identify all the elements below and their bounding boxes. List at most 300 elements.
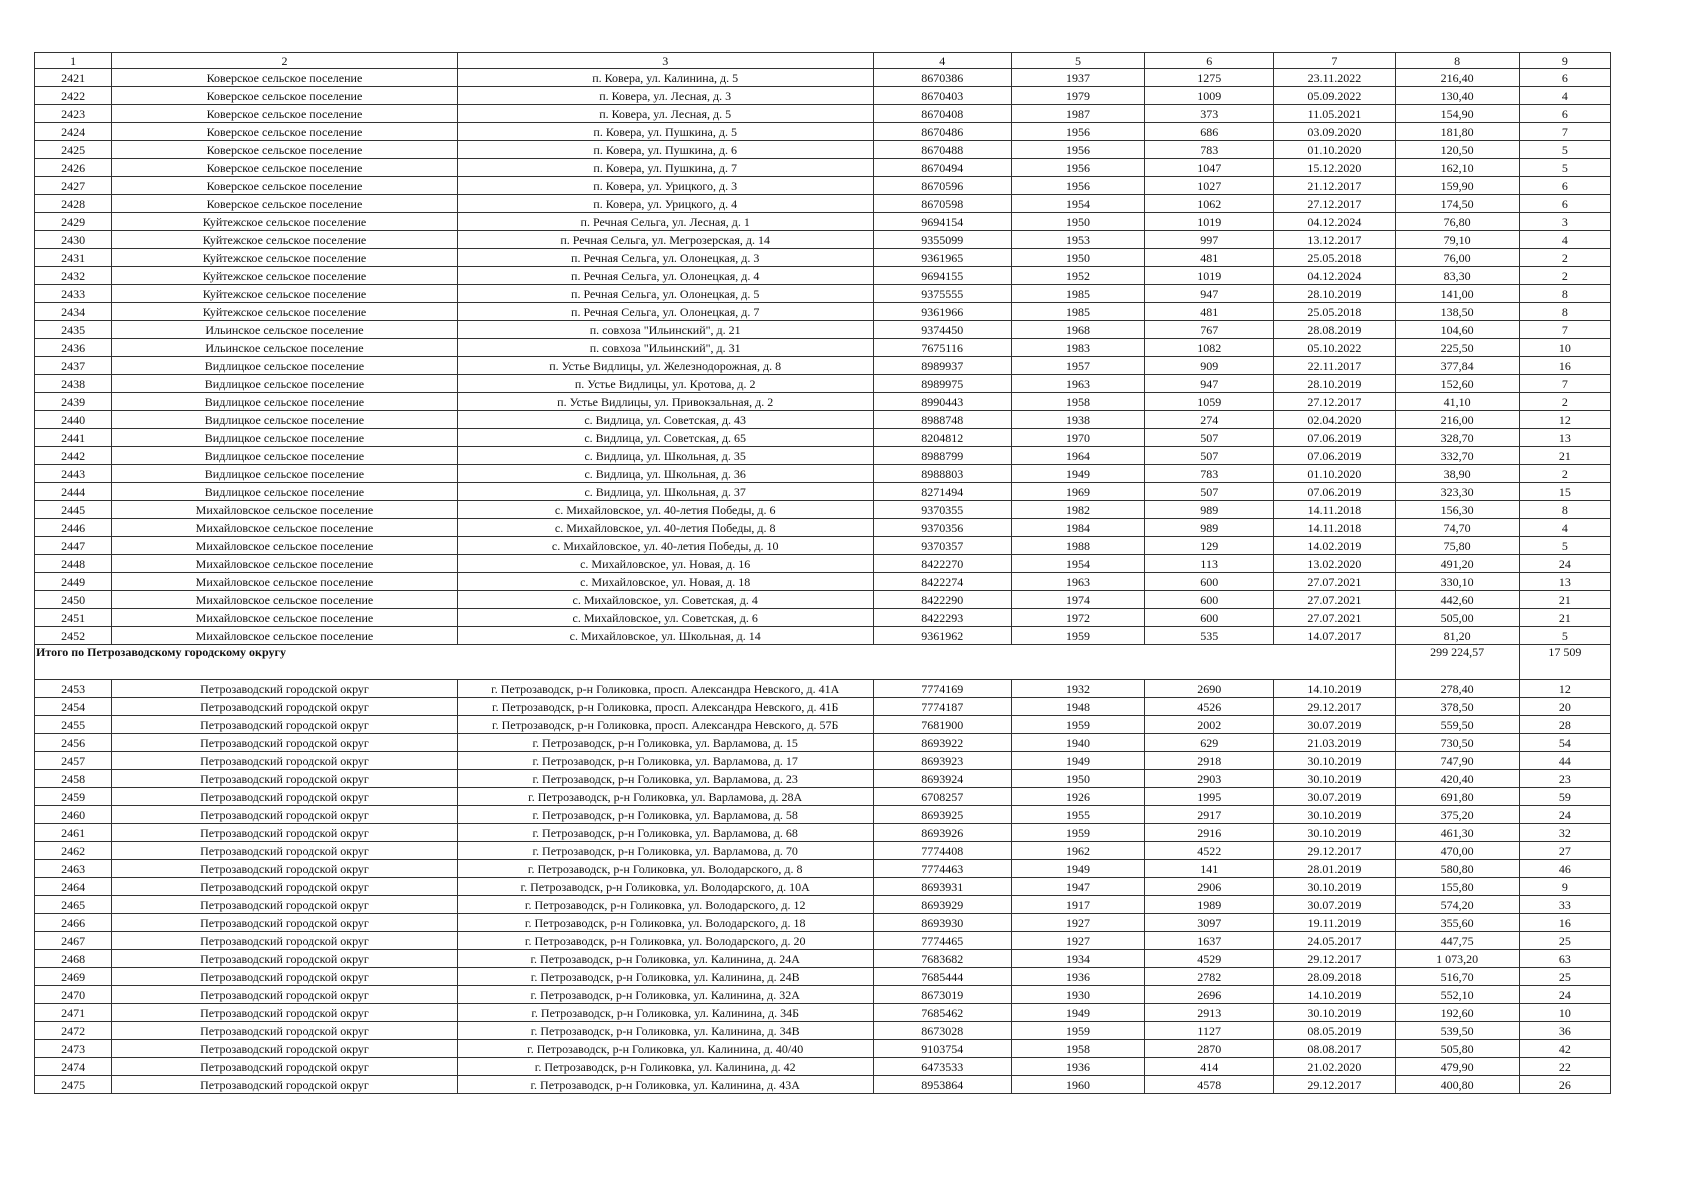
- table-cell: 8670386: [873, 69, 1011, 87]
- table-cell: 2471: [35, 1004, 112, 1022]
- table-row: [35, 573, 1611, 591]
- table-cell: 1955: [1011, 806, 1144, 824]
- table-row: [35, 950, 1611, 968]
- table-cell: 1959: [1011, 716, 1144, 734]
- table-cell: Коверское сельское поселение: [112, 69, 458, 87]
- table-cell: 46: [1519, 860, 1610, 878]
- header-row: [35, 53, 1611, 69]
- table-cell: 16: [1519, 357, 1610, 375]
- table-row: [35, 1004, 1611, 1022]
- table-cell: 155,80: [1395, 878, 1519, 896]
- table-cell: Петрозаводский городской округ: [112, 1076, 458, 1094]
- table-cell: 7774169: [873, 680, 1011, 698]
- table-cell: 2427: [35, 177, 112, 195]
- table-cell: 21.02.2020: [1274, 1058, 1395, 1076]
- table-cell: 947: [1145, 285, 1274, 303]
- table-cell: 44: [1519, 752, 1610, 770]
- table-cell: 7774463: [873, 860, 1011, 878]
- table-cell: 14.10.2019: [1274, 680, 1395, 698]
- table-cell: 4: [1519, 519, 1610, 537]
- table-cell: 24.05.2017: [1274, 932, 1395, 950]
- table-cell: 3: [1519, 213, 1610, 231]
- table-cell: 2437: [35, 357, 112, 375]
- table-cell: 154,90: [1395, 105, 1519, 123]
- table-cell: 1127: [1145, 1022, 1274, 1040]
- table-cell: 1958: [1011, 1040, 1144, 1058]
- table-cell: 24: [1519, 986, 1610, 1004]
- table-cell: 1953: [1011, 231, 1144, 249]
- table-cell: п. Речная Сельга, ул. Олонецкая, д. 3: [457, 249, 873, 267]
- table-cell: 2870: [1145, 1040, 1274, 1058]
- table-cell: 9361965: [873, 249, 1011, 267]
- table-cell: 29.12.2017: [1274, 1076, 1395, 1094]
- table-cell: 129: [1145, 537, 1274, 555]
- table-cell: 25: [1519, 932, 1610, 950]
- table-cell: 5: [1519, 141, 1610, 159]
- table-cell: 04.12.2024: [1274, 213, 1395, 231]
- table-cell: 7685444: [873, 968, 1011, 986]
- table-cell: г. Петрозаводск, р-н Голиковка, ул. Калинина, д. 43А: [457, 1076, 873, 1094]
- table-cell: Петрозаводский городской округ: [112, 950, 458, 968]
- table-cell: Петрозаводский городской округ: [112, 788, 458, 806]
- table-cell: г. Петрозаводск, р-н Голиковка, ул. Калинина, д. 34В: [457, 1022, 873, 1040]
- table-cell: 2422: [35, 87, 112, 105]
- table-cell: 783: [1145, 141, 1274, 159]
- table-cell: 30.10.2019: [1274, 806, 1395, 824]
- table-cell: Петрозаводский городской округ: [112, 716, 458, 734]
- column-header: 6: [1145, 53, 1274, 69]
- table-row: [35, 824, 1611, 842]
- table-cell: 1926: [1011, 788, 1144, 806]
- table-cell: 216,40: [1395, 69, 1519, 87]
- table-cell: Михайловское сельское поселение: [112, 627, 458, 645]
- table-cell: с. Михайловское, ул. 40-летия Победы, д. 6: [457, 501, 873, 519]
- table-cell: 323,30: [1395, 483, 1519, 501]
- table-cell: Петрозаводский городской округ: [112, 860, 458, 878]
- table-cell: 1989: [1145, 896, 1274, 914]
- table-row: [35, 1058, 1611, 1076]
- table-row: [35, 537, 1611, 555]
- table-cell: 2460: [35, 806, 112, 824]
- table-cell: 9374450: [873, 321, 1011, 339]
- table-cell: 505,80: [1395, 1040, 1519, 1058]
- table-cell: 6: [1519, 177, 1610, 195]
- table-cell: 1952: [1011, 267, 1144, 285]
- table-cell: г. Петрозаводск, р-н Голиковка, ул. Калинина, д. 34Б: [457, 1004, 873, 1022]
- table-cell: 10: [1519, 339, 1610, 357]
- table-cell: 8670486: [873, 123, 1011, 141]
- table-cell: 30.10.2019: [1274, 770, 1395, 788]
- table-cell: 2459: [35, 788, 112, 806]
- table-cell: 2435: [35, 321, 112, 339]
- table-cell: 04.12.2024: [1274, 267, 1395, 285]
- table-cell: 21: [1519, 447, 1610, 465]
- table-cell: Михайловское сельское поселение: [112, 555, 458, 573]
- table-cell: 2436: [35, 339, 112, 357]
- table-cell: 1930: [1011, 986, 1144, 1004]
- table-cell: 192,60: [1395, 1004, 1519, 1022]
- table-cell: 1970: [1011, 429, 1144, 447]
- table-cell: 9375555: [873, 285, 1011, 303]
- table-cell: 23.11.2022: [1274, 69, 1395, 87]
- table-cell: 2451: [35, 609, 112, 627]
- table-cell: 552,10: [1395, 986, 1519, 1004]
- table-cell: 373: [1145, 105, 1274, 123]
- table-cell: 1959: [1011, 1022, 1144, 1040]
- table-cell: Коверское сельское поселение: [112, 159, 458, 177]
- table-cell: 355,60: [1395, 914, 1519, 932]
- table-cell: 1968: [1011, 321, 1144, 339]
- table-row: [35, 357, 1611, 375]
- table-cell: 32: [1519, 824, 1610, 842]
- table-cell: 27.07.2021: [1274, 573, 1395, 591]
- table-cell: 274: [1145, 411, 1274, 429]
- table-cell: 8989937: [873, 357, 1011, 375]
- table-cell: г. Петрозаводск, р-н Голиковка, ул. Варламова, д. 70: [457, 842, 873, 860]
- table-cell: 1062: [1145, 195, 1274, 213]
- table-cell: с. Видлица, ул. Школьная, д. 37: [457, 483, 873, 501]
- table-cell: 1988: [1011, 537, 1144, 555]
- table-cell: г. Петрозаводск, р-н Голиковка, ул. Калинина, д. 32А: [457, 986, 873, 1004]
- table-cell: 33: [1519, 896, 1610, 914]
- table-row: [35, 788, 1611, 806]
- table-cell: 13: [1519, 429, 1610, 447]
- table-cell: г. Петрозаводск, р-н Голиковка, ул. Варламова, д. 68: [457, 824, 873, 842]
- table-cell: 1950: [1011, 213, 1144, 231]
- table-row: [35, 968, 1611, 986]
- table-cell: 13.02.2020: [1274, 555, 1395, 573]
- column-header: 3: [457, 53, 873, 69]
- table-cell: 14.11.2018: [1274, 519, 1395, 537]
- table-cell: Петрозаводский городской округ: [112, 1022, 458, 1040]
- table-row: [35, 734, 1611, 752]
- table-cell: Петрозаводский городской округ: [112, 932, 458, 950]
- table-cell: 6: [1519, 105, 1610, 123]
- table-cell: Петрозаводский городской округ: [112, 734, 458, 752]
- table-cell: 4529: [1145, 950, 1274, 968]
- table-cell: 01.10.2020: [1274, 465, 1395, 483]
- table-cell: 21: [1519, 609, 1610, 627]
- table-cell: 1949: [1011, 860, 1144, 878]
- table-cell: 1937: [1011, 69, 1144, 87]
- table-cell: Петрозаводский городской округ: [112, 680, 458, 698]
- table-cell: с. Видлица, ул. Советская, д. 43: [457, 411, 873, 429]
- table-cell: 28.08.2019: [1274, 321, 1395, 339]
- table-cell: 8693925: [873, 806, 1011, 824]
- table-cell: п. Ковера, ул. Урицкого, д. 3: [457, 177, 873, 195]
- table-cell: 63: [1519, 950, 1610, 968]
- table-cell: 1974: [1011, 591, 1144, 609]
- table-cell: 1958: [1011, 393, 1144, 411]
- table-cell: 1019: [1145, 267, 1274, 285]
- table-cell: 600: [1145, 609, 1274, 627]
- table-cell: 2: [1519, 393, 1610, 411]
- table-cell: 8673028: [873, 1022, 1011, 1040]
- table-cell: 27.07.2021: [1274, 609, 1395, 627]
- table-cell: 11.05.2021: [1274, 105, 1395, 123]
- table-cell: 2: [1519, 249, 1610, 267]
- table-cell: 54: [1519, 734, 1610, 752]
- table-cell: 225,50: [1395, 339, 1519, 357]
- table-cell: 1009: [1145, 87, 1274, 105]
- table-cell: 6473533: [873, 1058, 1011, 1076]
- table-cell: 507: [1145, 429, 1274, 447]
- table-cell: 2: [1519, 267, 1610, 285]
- table-cell: Петрозаводский городской округ: [112, 1004, 458, 1022]
- table-cell: Петрозаводский городской округ: [112, 914, 458, 932]
- table-cell: 02.04.2020: [1274, 411, 1395, 429]
- table-row: [35, 842, 1611, 860]
- table-cell: 377,84: [1395, 357, 1519, 375]
- table-cell: 30.07.2019: [1274, 788, 1395, 806]
- table-cell: 8670596: [873, 177, 1011, 195]
- table-cell: 28: [1519, 716, 1610, 734]
- table-cell: 8670488: [873, 141, 1011, 159]
- table-cell: 2452: [35, 627, 112, 645]
- table-cell: Куйтежское сельское поселение: [112, 231, 458, 249]
- table-cell: с. Михайловское, ул. 40-летия Победы, д. 8: [457, 519, 873, 537]
- table-cell: Михайловское сельское поселение: [112, 519, 458, 537]
- table-cell: 8670408: [873, 105, 1011, 123]
- table-cell: Коверское сельское поселение: [112, 141, 458, 159]
- table-row: [35, 716, 1611, 734]
- table-cell: 1948: [1011, 698, 1144, 716]
- table-cell: 79,10: [1395, 231, 1519, 249]
- table-cell: 15.12.2020: [1274, 159, 1395, 177]
- table-cell: 375,20: [1395, 806, 1519, 824]
- table-cell: 07.06.2019: [1274, 483, 1395, 501]
- table-cell: 2468: [35, 950, 112, 968]
- table-cell: 14.07.2017: [1274, 627, 1395, 645]
- table-cell: 9103754: [873, 1040, 1011, 1058]
- table-cell: 1940: [1011, 734, 1144, 752]
- table-cell: 1932: [1011, 680, 1144, 698]
- table-cell: 378,50: [1395, 698, 1519, 716]
- table-cell: 461,30: [1395, 824, 1519, 842]
- table-cell: 36: [1519, 1022, 1610, 1040]
- table-cell: 07.06.2019: [1274, 429, 1395, 447]
- table-cell: Петрозаводский городской округ: [112, 824, 458, 842]
- table-cell: 1934: [1011, 950, 1144, 968]
- table-cell: 2906: [1145, 878, 1274, 896]
- table-cell: г. Петрозаводск, р-н Голиковка, ул. Володарского, д. 8: [457, 860, 873, 878]
- table-cell: 03.09.2020: [1274, 123, 1395, 141]
- table-cell: 4578: [1145, 1076, 1274, 1094]
- table-row: [35, 69, 1611, 87]
- table-cell: 600: [1145, 573, 1274, 591]
- table-cell: 730,50: [1395, 734, 1519, 752]
- table-cell: 1956: [1011, 177, 1144, 195]
- table-row: [35, 698, 1611, 716]
- table-cell: 2443: [35, 465, 112, 483]
- table-cell: 28.10.2019: [1274, 285, 1395, 303]
- table-row: [35, 465, 1611, 483]
- table-cell: 8693924: [873, 770, 1011, 788]
- table-cell: 1938: [1011, 411, 1144, 429]
- total-count: 17 509: [1519, 645, 1610, 680]
- table-cell: 30.07.2019: [1274, 716, 1395, 734]
- table-cell: 481: [1145, 249, 1274, 267]
- table-cell: 30.10.2019: [1274, 1004, 1395, 1022]
- table-cell: 1949: [1011, 465, 1144, 483]
- table-row: [35, 375, 1611, 393]
- table-cell: 141: [1145, 860, 1274, 878]
- table-cell: 9694155: [873, 267, 1011, 285]
- table-cell: 8670598: [873, 195, 1011, 213]
- table-cell: 1963: [1011, 375, 1144, 393]
- table-cell: 8204812: [873, 429, 1011, 447]
- table-cell: Коверское сельское поселение: [112, 195, 458, 213]
- table-cell: п. Устье Видлицы, ул. Кротова, д. 2: [457, 375, 873, 393]
- table-cell: 328,70: [1395, 429, 1519, 447]
- table-cell: 9355099: [873, 231, 1011, 249]
- table-cell: г. Петрозаводск, р-н Голиковка, ул. Володарского, д. 20: [457, 932, 873, 950]
- table-row: [35, 878, 1611, 896]
- table-cell: 2696: [1145, 986, 1274, 1004]
- table-cell: 159,90: [1395, 177, 1519, 195]
- table-cell: 1 073,20: [1395, 950, 1519, 968]
- table-cell: 14.10.2019: [1274, 986, 1395, 1004]
- table-cell: г. Петрозаводск, р-н Голиковка, ул. Варламова, д. 28А: [457, 788, 873, 806]
- table-row: [35, 591, 1611, 609]
- table-cell: Петрозаводский городской округ: [112, 806, 458, 824]
- table-cell: Петрозаводский городской округ: [112, 698, 458, 716]
- table-cell: 414: [1145, 1058, 1274, 1076]
- table-cell: 2475: [35, 1076, 112, 1094]
- table-row: [35, 177, 1611, 195]
- table-cell: с. Видлица, ул. Советская, д. 65: [457, 429, 873, 447]
- table-cell: 74,70: [1395, 519, 1519, 537]
- table-cell: 1956: [1011, 141, 1144, 159]
- table-cell: п. Ковера, ул. Пушкина, д. 6: [457, 141, 873, 159]
- table-cell: 152,60: [1395, 375, 1519, 393]
- table-cell: 81,20: [1395, 627, 1519, 645]
- table-cell: 7774408: [873, 842, 1011, 860]
- table-cell: 1982: [1011, 501, 1144, 519]
- table-cell: 2444: [35, 483, 112, 501]
- table-cell: 2423: [35, 105, 112, 123]
- table-cell: 8988803: [873, 465, 1011, 483]
- table-cell: 8422290: [873, 591, 1011, 609]
- table-cell: 2458: [35, 770, 112, 788]
- table-cell: 2913: [1145, 1004, 1274, 1022]
- table-cell: г. Петрозаводск, р-н Голиковка, ул. Варламова, д. 15: [457, 734, 873, 752]
- table-cell: 2425: [35, 141, 112, 159]
- table-cell: 9370357: [873, 537, 1011, 555]
- table-cell: 2469: [35, 968, 112, 986]
- table-cell: 130,40: [1395, 87, 1519, 105]
- table-cell: п. Устье Видлицы, ул. Привокзальная, д. 2: [457, 393, 873, 411]
- table-cell: 1949: [1011, 752, 1144, 770]
- table-cell: Коверское сельское поселение: [112, 123, 458, 141]
- table-cell: 2431: [35, 249, 112, 267]
- table-row: [35, 213, 1611, 231]
- table-cell: 21: [1519, 591, 1610, 609]
- table-body: [35, 53, 1611, 1094]
- table-row: [35, 519, 1611, 537]
- table-cell: 16: [1519, 914, 1610, 932]
- table-cell: 27: [1519, 842, 1610, 860]
- table-cell: 23: [1519, 770, 1610, 788]
- table-row: [35, 285, 1611, 303]
- table-cell: 83,30: [1395, 267, 1519, 285]
- table-cell: 8693923: [873, 752, 1011, 770]
- table-cell: 8953864: [873, 1076, 1011, 1094]
- table-row: [35, 1022, 1611, 1040]
- table-cell: Петрозаводский городской округ: [112, 986, 458, 1004]
- table-cell: г. Петрозаводск, р-н Голиковка, ул. Володарского, д. 10А: [457, 878, 873, 896]
- table-cell: Михайловское сельское поселение: [112, 591, 458, 609]
- table-cell: 989: [1145, 519, 1274, 537]
- table-cell: 947: [1145, 375, 1274, 393]
- table-cell: 1936: [1011, 1058, 1144, 1076]
- table-cell: 7774187: [873, 698, 1011, 716]
- table-cell: Куйтежское сельское поселение: [112, 249, 458, 267]
- table-cell: 2448: [35, 555, 112, 573]
- table-cell: 30.10.2019: [1274, 752, 1395, 770]
- table-cell: 2903: [1145, 770, 1274, 788]
- table-cell: с. Михайловское, ул. Советская, д. 6: [457, 609, 873, 627]
- table-cell: 691,80: [1395, 788, 1519, 806]
- table-cell: Видлицкое сельское поселение: [112, 375, 458, 393]
- column-header: 7: [1274, 53, 1395, 69]
- table-cell: 5: [1519, 627, 1610, 645]
- table-cell: 507: [1145, 483, 1274, 501]
- table-cell: 22.11.2017: [1274, 357, 1395, 375]
- table-cell: 470,00: [1395, 842, 1519, 860]
- table-cell: 1995: [1145, 788, 1274, 806]
- table-cell: 447,75: [1395, 932, 1519, 950]
- table-cell: 1047: [1145, 159, 1274, 177]
- table-row: [35, 195, 1611, 213]
- table-cell: 7774465: [873, 932, 1011, 950]
- table-cell: с. Михайловское, ул. Новая, д. 16: [457, 555, 873, 573]
- total-label: Итого по Петрозаводскому городскому округу: [35, 645, 1396, 680]
- table-cell: 2473: [35, 1040, 112, 1058]
- table-cell: 8990443: [873, 393, 1011, 411]
- table-cell: 9694154: [873, 213, 1011, 231]
- table-cell: 1957: [1011, 357, 1144, 375]
- table-cell: Петрозаводский городской округ: [112, 878, 458, 896]
- table-row: [35, 555, 1611, 573]
- table-cell: 1917: [1011, 896, 1144, 914]
- table-cell: 783: [1145, 465, 1274, 483]
- table-cell: г. Петрозаводск, р-н Голиковка, ул. Калинина, д. 42: [457, 1058, 873, 1076]
- table-cell: 1949: [1011, 1004, 1144, 1022]
- table-cell: 141,00: [1395, 285, 1519, 303]
- table-cell: Михайловское сельское поселение: [112, 537, 458, 555]
- table-cell: 24: [1519, 806, 1610, 824]
- table-cell: 1969: [1011, 483, 1144, 501]
- table-cell: 420,40: [1395, 770, 1519, 788]
- table-cell: Михайловское сельское поселение: [112, 573, 458, 591]
- table-cell: 8422274: [873, 573, 1011, 591]
- table-cell: п. Ковера, ул. Калинина, д. 5: [457, 69, 873, 87]
- table-cell: 2002: [1145, 716, 1274, 734]
- table-cell: 1956: [1011, 159, 1144, 177]
- table-cell: Видлицкое сельское поселение: [112, 429, 458, 447]
- table-cell: с. Михайловское, ул. Новая, д. 18: [457, 573, 873, 591]
- table-cell: 05.10.2022: [1274, 339, 1395, 357]
- table-cell: 2428: [35, 195, 112, 213]
- table-cell: 76,80: [1395, 213, 1519, 231]
- table-cell: 2424: [35, 123, 112, 141]
- table-cell: Петрозаводский городской округ: [112, 770, 458, 788]
- table-cell: 15: [1519, 483, 1610, 501]
- table-cell: 25.05.2018: [1274, 249, 1395, 267]
- table-cell: Куйтежское сельское поселение: [112, 303, 458, 321]
- table-cell: 26: [1519, 1076, 1610, 1094]
